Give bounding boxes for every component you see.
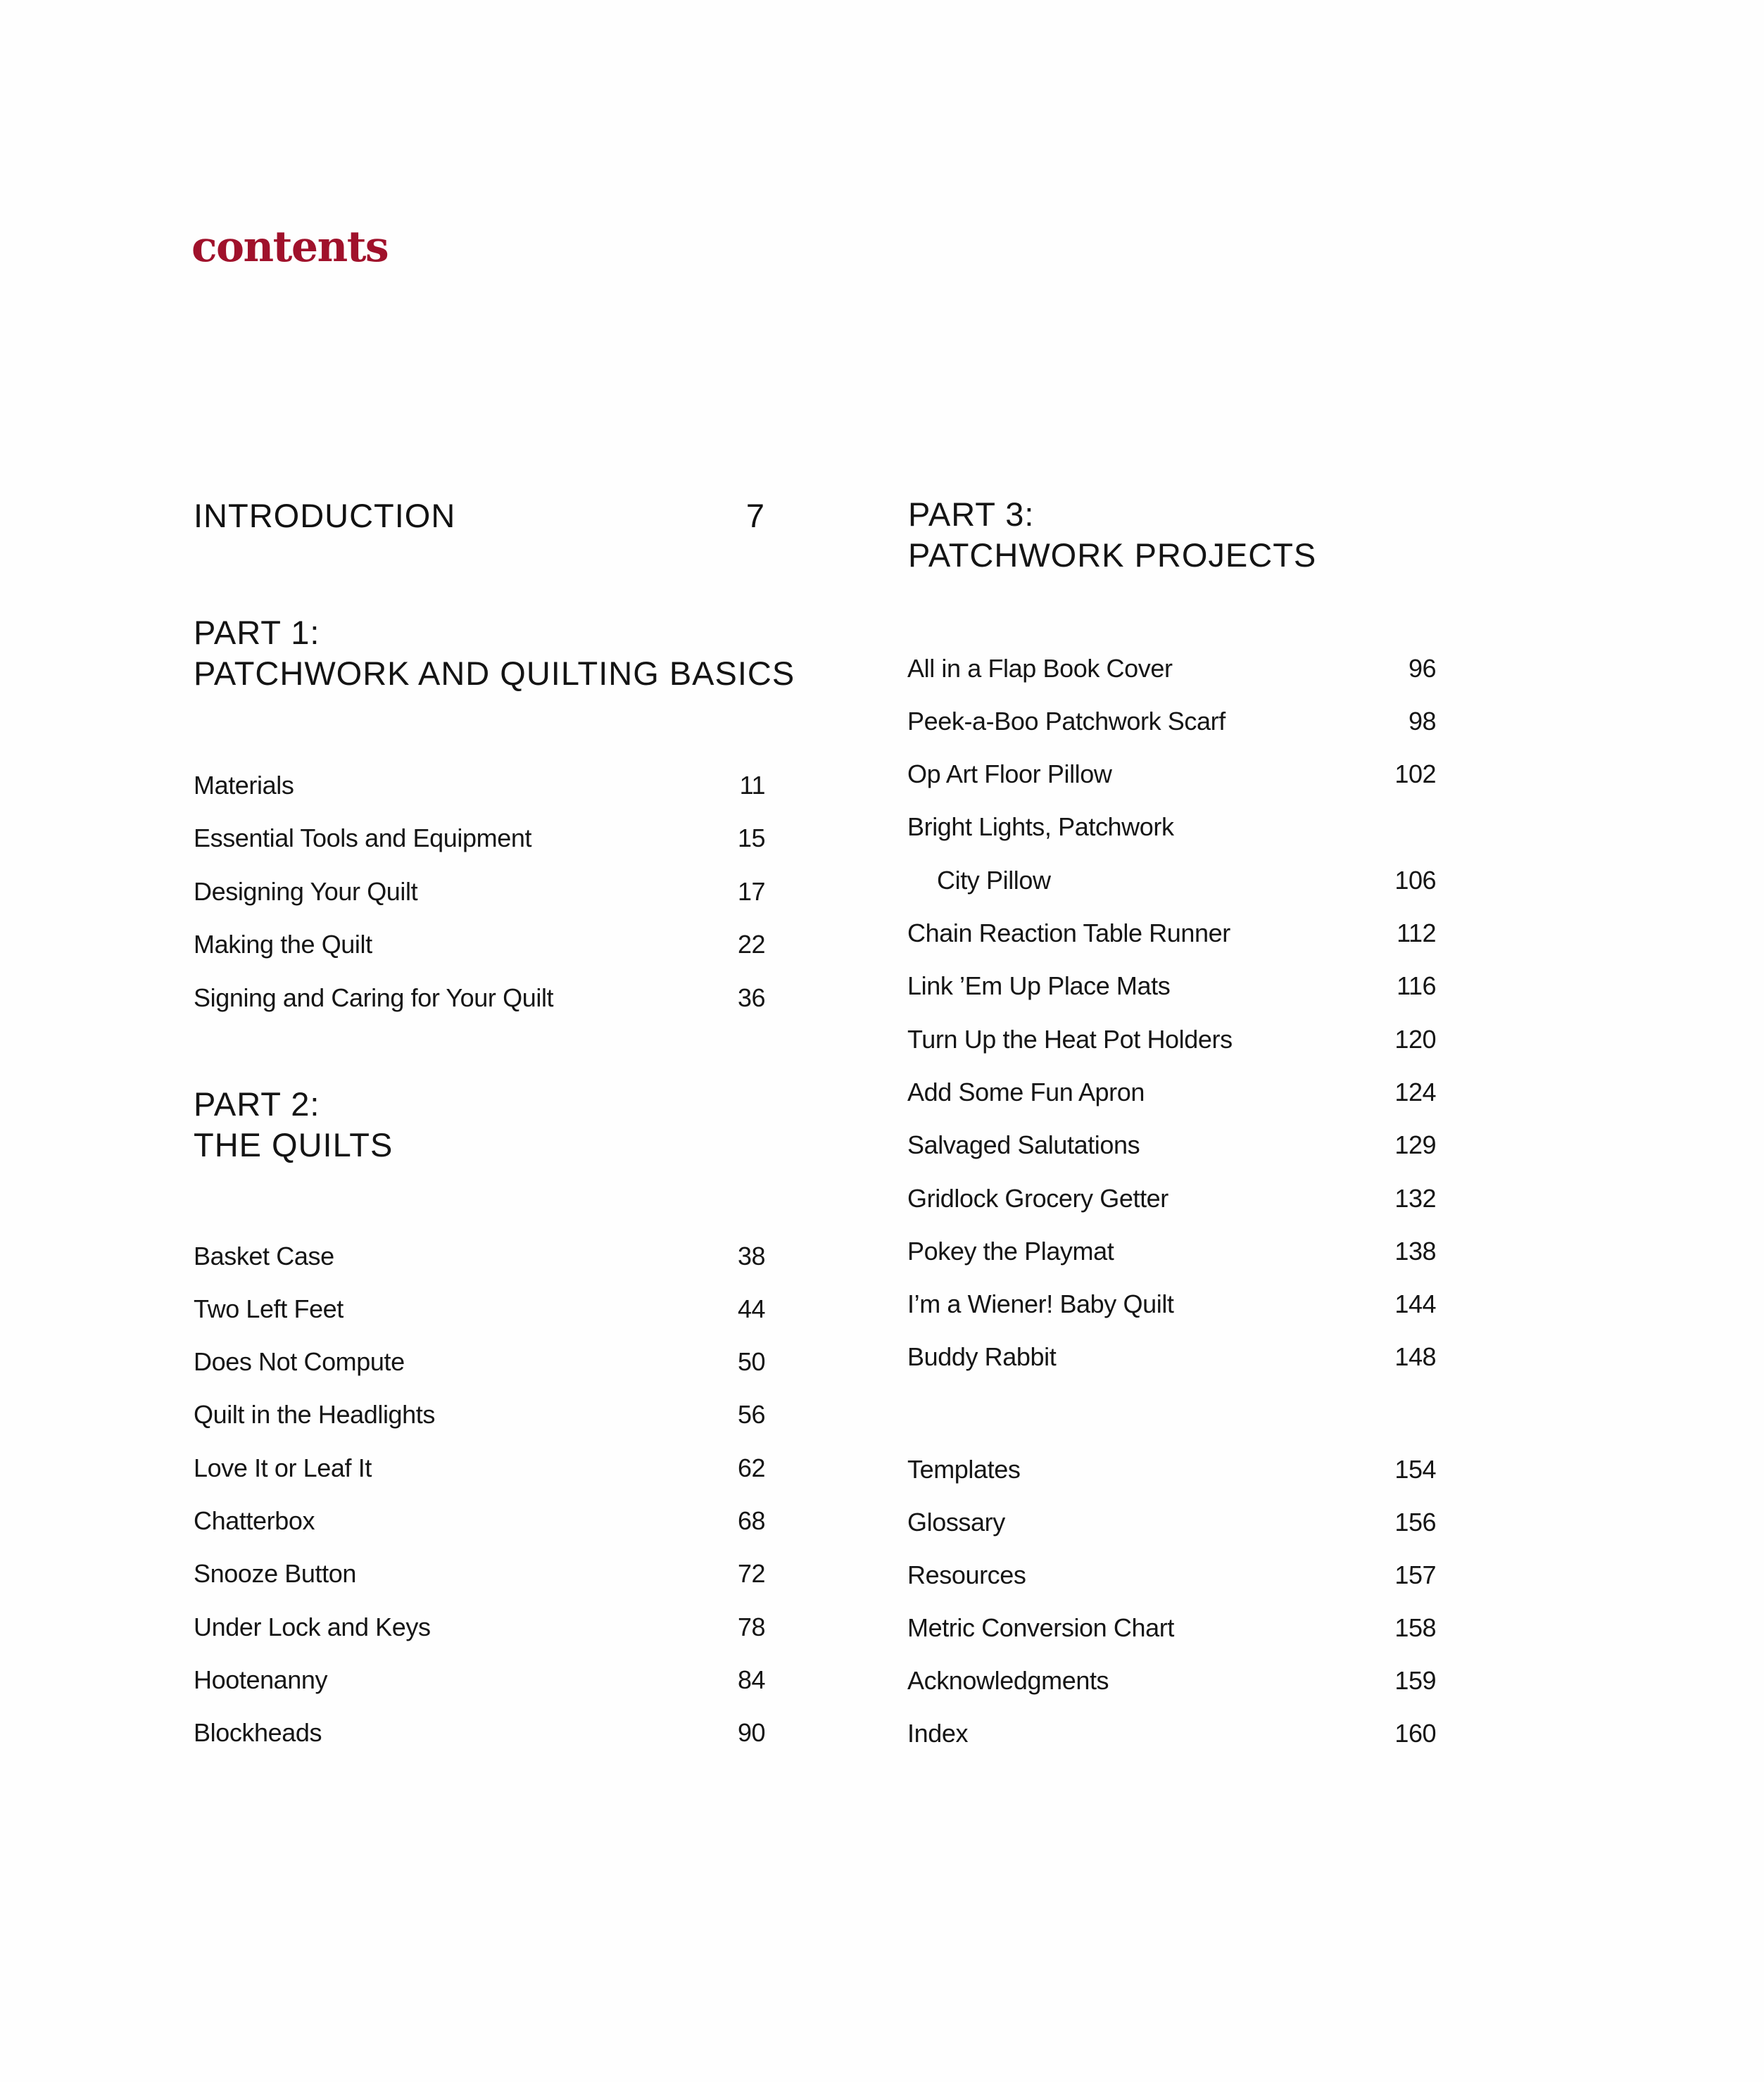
- toc-entry[interactable]: [907, 1344, 1436, 1373]
- toc-entry-label: Quilt in the Headlights: [194, 1400, 435, 1430]
- toc-entry-label: Hootenanny: [194, 1665, 328, 1694]
- toc-entry-label: Op Art Floor Pillow: [907, 759, 1112, 789]
- toc-entry-label: Salvaged Salutations: [907, 1130, 1140, 1160]
- part-2-heading: [194, 1084, 393, 1166]
- toc-entry-label: Resources: [907, 1560, 1026, 1589]
- toc-entry-label: Gridlock Grocery Getter: [907, 1183, 1168, 1213]
- part-3-title: PATCHWORK PROJECTS: [908, 536, 1317, 574]
- toc-entry-label: Index: [907, 1718, 969, 1748]
- toc-entry[interactable]: [907, 1183, 1436, 1214]
- toc-entry-label: Metric Conversion Chart: [907, 1613, 1174, 1642]
- toc-entry-page: 72: [737, 1559, 765, 1589]
- toc-entry[interactable]: [907, 1289, 1436, 1320]
- part-3-number: PART 3:: [908, 496, 1035, 533]
- toc-entry-label: Peek-a-Boo Patchwork Scarf: [907, 706, 1226, 736]
- toc-entry[interactable]: [907, 1077, 1436, 1108]
- toc-entry-label: Snooze Button: [194, 1559, 356, 1589]
- toc-entry[interactable]: [194, 1612, 765, 1643]
- toc-entry-label: Chatterbox: [194, 1506, 315, 1535]
- toc-entry[interactable]: [907, 759, 1436, 790]
- toc-entry-page: 78: [737, 1612, 765, 1641]
- page-title: contents: [191, 222, 389, 272]
- toc-entry-label: Pokey the Playmat: [907, 1236, 1114, 1266]
- toc-entry[interactable]: [194, 1349, 765, 1377]
- toc-entry-page: 68: [737, 1506, 765, 1535]
- toc-entry[interactable]: [907, 1130, 1436, 1161]
- toc-entry-label: Two Left Feet: [194, 1294, 344, 1323]
- part-2-number: PART 2:: [194, 1085, 320, 1123]
- toc-entry-label: City Pillow: [937, 865, 1051, 895]
- toc-entry-label: Templates: [907, 1454, 1021, 1484]
- toc-entry-label: All in a Flap Book Cover: [907, 653, 1173, 683]
- toc-entry-label: Under Lock and Keys: [194, 1612, 431, 1641]
- part-1-number: PART 1:: [194, 614, 320, 651]
- toc-entry-page: 144: [1394, 1289, 1436, 1319]
- toc-entry-page: 157: [1394, 1560, 1436, 1589]
- toc-entry[interactable]: [194, 932, 765, 960]
- toc-entry-page: 84: [737, 1665, 765, 1694]
- toc-entry-page: 11: [739, 770, 765, 800]
- toc-entry-page: 132: [1394, 1183, 1436, 1213]
- toc-entry-label: Glossary: [907, 1507, 1005, 1537]
- toc-entry[interactable]: [907, 973, 1436, 1002]
- toc-entry-page: 38: [737, 1241, 765, 1270]
- toc-entry[interactable]: [907, 1615, 1436, 1643]
- toc-entry[interactable]: [907, 1560, 1436, 1591]
- toc-entry[interactable]: [907, 706, 1436, 737]
- toc-entry-page: 124: [1394, 1077, 1436, 1106]
- toc-entry[interactable]: [907, 1454, 1436, 1485]
- toc-entry[interactable]: [907, 865, 1436, 896]
- toc-entry-page: 36: [737, 983, 765, 1012]
- toc-entry-page: 158: [1394, 1613, 1436, 1642]
- toc-entry[interactable]: [907, 653, 1436, 684]
- toc-entry-page: 138: [1394, 1236, 1436, 1266]
- toc-entry-page: 159: [1394, 1665, 1436, 1695]
- toc-entry[interactable]: [194, 1667, 765, 1696]
- toc-entry-page: 15: [737, 824, 765, 852]
- part-3-heading: [908, 494, 1316, 576]
- toc-entry-page: 17: [737, 876, 765, 906]
- toc-entry-page: 156: [1394, 1507, 1436, 1537]
- toc-entry-page: 106: [1394, 865, 1436, 895]
- toc-entry[interactable]: [194, 876, 765, 907]
- toc-entry-page: 148: [1394, 1342, 1436, 1372]
- part-2-title: THE QUILTS: [194, 1126, 393, 1163]
- toc-entry-page: 98: [1408, 706, 1436, 736]
- toc-entry[interactable]: [907, 921, 1436, 949]
- toc-entry-label: Add Some Fun Apron: [907, 1077, 1145, 1106]
- toc-entry-label: Buddy Rabbit: [907, 1342, 1057, 1372]
- toc-entry-page: 62: [737, 1453, 765, 1482]
- toc-entry[interactable]: [194, 770, 765, 801]
- toc-entry[interactable]: [194, 1720, 765, 1748]
- toc-entry-page: 129: [1394, 1130, 1436, 1160]
- part-1-title: PATCHWORK AND QUILTING BASICS: [194, 655, 795, 692]
- part-1-heading: [194, 612, 795, 694]
- toc-entry-label: Blockheads: [194, 1718, 322, 1748]
- toc-entry[interactable]: [194, 1508, 765, 1537]
- toc-entry-label: Basket Case: [194, 1241, 334, 1270]
- toc-entry-page: 56: [737, 1400, 765, 1430]
- toc-entry[interactable]: [907, 1507, 1436, 1538]
- toc-entry-page: 50: [737, 1347, 765, 1377]
- toc-entry-label: Essential Tools and Equipment: [194, 824, 532, 852]
- toc-entry[interactable]: [907, 1665, 1436, 1696]
- toc-entry-label: Turn Up the Heat Pot Holders: [907, 1024, 1233, 1054]
- toc-entry-label: Acknowledgments: [907, 1665, 1109, 1695]
- toc-entry-page: 160: [1394, 1718, 1436, 1748]
- toc-entry-label: Signing and Caring for Your Quilt: [194, 983, 554, 1012]
- toc-entry[interactable]: [194, 1561, 765, 1589]
- toc-entry[interactable]: [907, 814, 1436, 843]
- toc-entry[interactable]: [194, 1402, 765, 1430]
- toc-entry-label: Love It or Leaf It: [194, 1453, 372, 1482]
- toc-entry-label: Does Not Compute: [194, 1347, 405, 1377]
- toc-entry-page: 7: [745, 497, 765, 534]
- toc-entry-label: Bright Lights, Patchwork: [907, 812, 1174, 842]
- toc-entry-label: Materials: [194, 770, 294, 800]
- toc-entry[interactable]: [194, 826, 765, 854]
- toc-entry-page: 96: [1408, 653, 1436, 683]
- toc-entry-page: 44: [737, 1294, 765, 1323]
- toc-entry[interactable]: [194, 1453, 765, 1484]
- toc-entry-page: 116: [1397, 971, 1436, 1001]
- toc-entry-page: 112: [1397, 919, 1436, 947]
- toc-entry-page: 90: [737, 1718, 765, 1748]
- toc-entry[interactable]: [194, 985, 765, 1014]
- toc-entry[interactable]: [194, 1241, 765, 1272]
- toc-entry-label: Designing Your Quilt: [194, 876, 418, 906]
- toc-entry-page: 102: [1394, 759, 1436, 789]
- toc-entry[interactable]: [907, 1024, 1436, 1055]
- toc-entry-label: Making the Quilt: [194, 930, 372, 959]
- toc-entry[interactable]: [907, 1718, 1436, 1749]
- toc-entry-page: 120: [1394, 1024, 1436, 1054]
- toc-entry-page: 154: [1394, 1454, 1436, 1484]
- toc-entry[interactable]: [907, 1236, 1436, 1267]
- toc-entry[interactable]: [194, 1296, 765, 1325]
- toc-entry-label: I’m a Wiener! Baby Quilt: [907, 1289, 1174, 1319]
- toc-entry-label: Chain Reaction Table Runner: [907, 919, 1230, 947]
- toc-entry-page: 22: [737, 930, 765, 959]
- toc-entry-label: INTRODUCTION: [194, 497, 456, 534]
- toc-entry-label: Link ’Em Up Place Mats: [907, 971, 1171, 1001]
